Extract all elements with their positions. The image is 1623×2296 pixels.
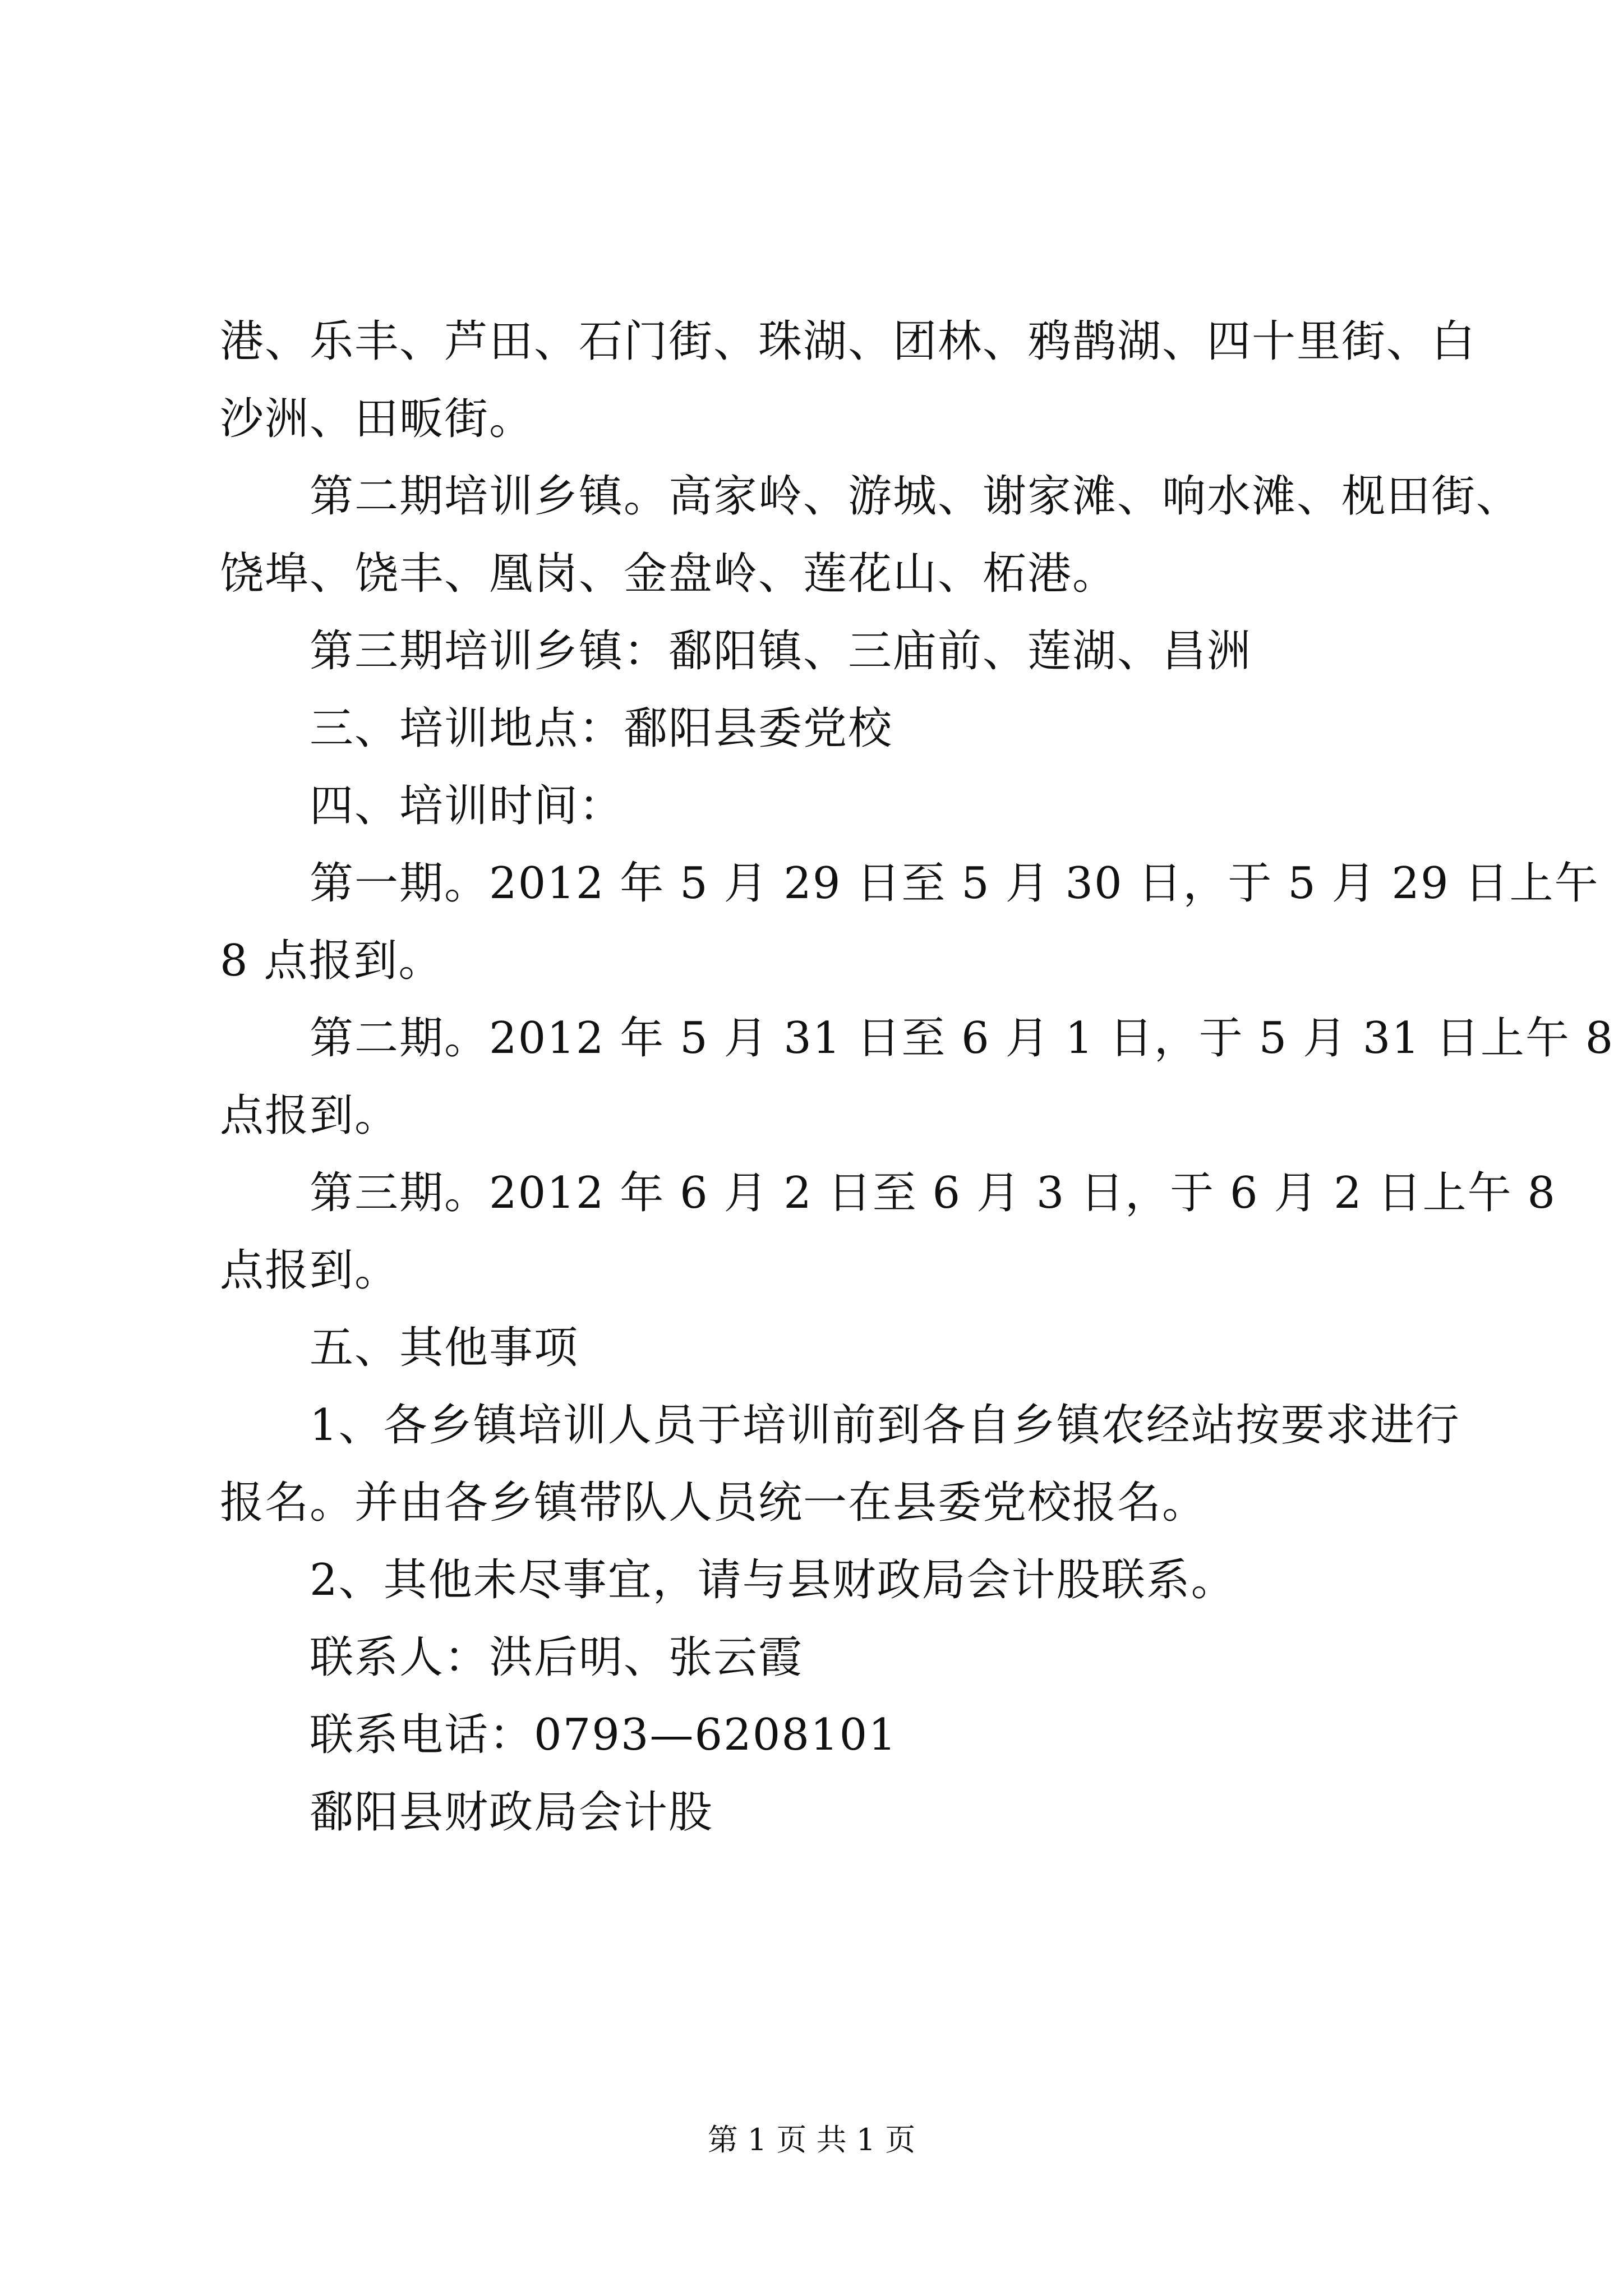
text-line-16: 报名。并由各乡镇带队人员统一在县委党校报名。 (220, 1478, 1207, 1528)
text-line-9: 8 点报到。 (220, 936, 444, 986)
section-heading-time: 四、培训时间： (310, 781, 624, 831)
text-line-11: 点报到。 (220, 1091, 400, 1141)
document-body (220, 303, 1615, 1851)
issuing-department: 鄱阳县财政局会计股 (310, 1787, 714, 1838)
contact-person: 联系人：洪后明、张云霞 (310, 1632, 804, 1683)
text-line-1: 港、乐丰、芦田、石门街、珠湖、团林、鸦鹊湖、四十里街、白 (220, 316, 1477, 367)
text-line-17: 2、其他未尽事宜，请与县财政局会计股联系。 (310, 1555, 1236, 1605)
section-heading-location: 三、培训地点：鄱阳县委党校 (310, 703, 893, 754)
text-line-5: 第三期培训乡镇：鄱阳镇、三庙前、莲湖、昌洲 (310, 626, 1252, 677)
section-heading-other: 五、其他事项 (310, 1323, 579, 1373)
text-line-13: 点报到。 (220, 1245, 400, 1296)
text-line-4: 饶埠、饶丰、凰岗、金盘岭、莲花山、柘港。 (220, 549, 1118, 599)
text-line-3: 第二期培训乡镇。高家岭、游城、谢家滩、响水滩、枧田街、 (310, 471, 1521, 522)
page-indicator: 第 1 页 共 1 页 (707, 2122, 916, 2157)
text-line-2: 沙洲、田畈街。 (220, 394, 534, 444)
text-line-12: 第三期。2012 年 6 月 2 日至 6 月 3 日，于 6 月 2 日上午 8 (310, 1168, 1557, 1218)
contact-phone: 联系电话：0793—6208101 (310, 1710, 897, 1760)
text-line-10: 第二期。2012 年 5 月 31 日至 6 月 1 日，于 5 月 31 日上午 8 (310, 1013, 1615, 1064)
text-line-8: 第一期。2012 年 5 月 29 日至 5 月 30 日，于 5 月 29 日上午 (310, 858, 1599, 909)
text-line-15: 1、各乡镇培训人员于培训前到各自乡镇农经站按要求进行 (310, 1400, 1460, 1451)
